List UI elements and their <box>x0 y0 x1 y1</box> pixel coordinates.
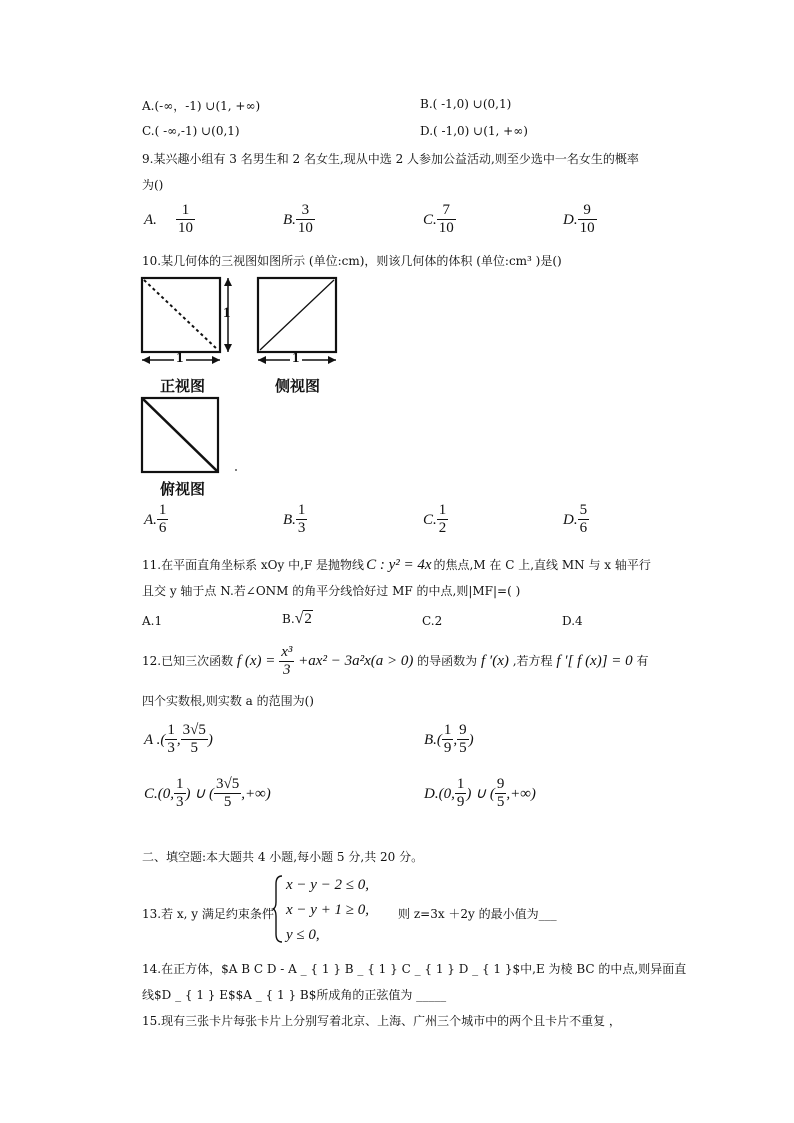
q13-constraint-3: y ≤ 0, <box>286 927 320 943</box>
q11-option-a: A.1 <box>142 614 163 628</box>
top-view-diagram <box>140 396 240 476</box>
q11-stem-line2: 且交 y 轴于点 N.若∠ONM 的角平分线恰好过 MF 的中点,则|MF|=( ) <box>142 584 521 598</box>
q13-constraint-2: x − y + 1 ≥ 0, <box>286 902 370 918</box>
q11-option-c: C.2 <box>422 614 443 628</box>
q10-option-a: A. $\frac{1}{6}$ <box>144 502 167 536</box>
q9-stem-line1: 9.某兴趣小组有 3 名男生和 2 名女生,现从中选 2 人参加公益活动,则至少选中一名女生的概率 <box>142 152 639 166</box>
q14-stem-line1: 14.在正方体，$A B C D - A _ { 1 } B _ { 1 } C _ { 1 } D _ { 1 }$中,E 为棱 BC 的中点,则异面直 <box>142 962 687 976</box>
q8-option-a: A.(-∞，-1) ∪(1, +∞) <box>142 99 261 113</box>
q9-stem-line2: 为() <box>142 178 164 192</box>
q12-option-c: C.(0, $\frac{1}{3}$ ) ∪ ( $\frac{3√5}{5}$ ,+∞) <box>144 776 271 810</box>
q10-stem: 10.某几何体的三视图如图所示 (单位:cm)，则该几何体的体积 (单位:cm³ )是() <box>142 254 562 268</box>
q11-option-b: B.√2 <box>282 610 312 627</box>
q9-option-c: C. $\frac{7}{10}$ <box>423 202 454 236</box>
q8-option-b: B.( -1,0) ∪(0,1) <box>420 97 512 111</box>
q11-stem-line1: 11.在平面直角坐标系 xOy 中,F 是抛物线 C : y² = 4x 的焦点,M 在 C 上,直线 MN 与 x 轴平行 <box>142 557 651 573</box>
q13-brace <box>272 874 284 944</box>
side-view-caption: 侧视图 <box>275 377 321 395</box>
q15-stem-line1: 15.现有三张卡片每张卡片上分别写着北京、上海、广州三个城市中的两个且卡片不重复 ， <box>142 1014 621 1028</box>
front-view-width-label: 1 <box>176 350 184 366</box>
q9-option-b: B. $\frac{3}{10}$ <box>283 202 313 236</box>
top-view-caption: 俯视图 <box>160 480 206 498</box>
front-view-caption: 正视图 <box>160 377 206 395</box>
front-view-height-label: 1 <box>223 305 231 321</box>
q12-option-b: B.( $\frac{1}{9}$ , $\frac{9}{5}$ ) <box>424 722 474 756</box>
q12-stem-line1: 12.已知三次函数 f (x) = $\frac{\text{x³}}{3}$ +ax² − 3a²x(a > 0) 的导函数为 f ′(x) ,若方程 f ′[ f (x)] = 0 有 <box>142 644 649 678</box>
q12-option-d: D.(0, $\frac{1}{9}$ ) ∪ ( $\frac{9}{5}$ ,+∞) <box>424 776 536 810</box>
q11-option-d: D.4 <box>562 614 583 628</box>
q10-option-c: C. $\frac{1}{2}$ <box>423 502 447 536</box>
q12-stem-line2: 四个实数根,则实数 a 的范围为() <box>142 694 314 708</box>
q13-constraint-1: x − y − 2 ≤ 0, <box>286 877 370 893</box>
q10-option-b: B. $\frac{1}{3}$ <box>283 502 306 536</box>
section-2-heading: 二、填空题:本大题共 4 小题,每小题 5 分,共 20 分。 <box>142 850 424 864</box>
q13-suffix: 则 z=3x ＋2y 的最小值为___ <box>398 907 557 921</box>
q12-option-a: A .( $\frac{1}{3}$ , $\frac{3√5}{5}$ ) <box>144 722 213 756</box>
q10-option-d: D. $\frac{5}{6}$ <box>563 502 588 536</box>
q8-option-c: C.( -∞,-1) ∪(0,1) <box>142 124 240 138</box>
q9-option-d: D. $\frac{9}{10}$ <box>563 202 595 236</box>
q9-option-a: A. $\frac{1}{10}$ <box>144 202 194 236</box>
side-view-width-label: 1 <box>292 350 300 366</box>
q14-stem-line2: 线$D _ { 1 } E$$A _ { 1 } B$所成角的正弦值为 _____ <box>142 988 447 1002</box>
q8-option-d: D.( -1,0) ∪(1, +∞) <box>420 124 528 138</box>
side-view-diagram <box>256 276 356 366</box>
q13-prefix: 13.若 x, y 满足约束条件 <box>142 907 274 921</box>
